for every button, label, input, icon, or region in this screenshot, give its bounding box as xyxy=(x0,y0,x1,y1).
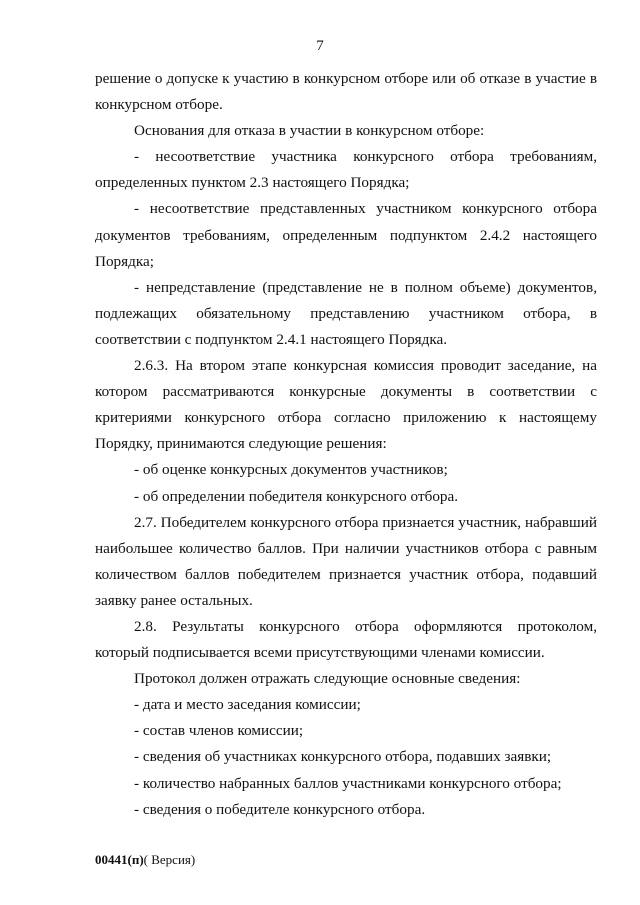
paragraph-refusal-grounds-heading: Основания для отказа в участии в конкурсном отборе: xyxy=(134,122,485,140)
paragraph-protocol-winner: - сведения о победителе конкурсного отбора. xyxy=(134,800,426,818)
paragraph-protocol-heading: Протокол должен отражать следующие основные сведения: xyxy=(134,670,521,688)
paragraph-protocol-members: - состав членов комиссии; xyxy=(134,722,304,740)
paragraph-ground-documents-mismatch: - несоответствие представленных участником конкурсного отбора документов требованиям, определенным подпунктом 2.4.2 настоящего Порядка; xyxy=(95,200,597,270)
paragraph-decision-evaluation: - об оценке конкурсных документов участников; xyxy=(134,461,448,479)
page-number: 7 xyxy=(316,38,324,54)
paragraph-admission-decision: решение о допуске к участию в конкурсном отборе или об отказе в участие в конкурсном отборе. xyxy=(95,70,597,114)
paragraph-decision-winner: - об определении победителя конкурсного отбора. xyxy=(134,487,459,505)
paragraph-protocol-participants: - сведения об участниках конкурсного отбора, подавших заявки; xyxy=(134,748,552,766)
document-version: ( Версия) xyxy=(143,852,196,867)
paragraph-2-7: 2.7. Победителем конкурсного отбора признается участник, набравший наибольшее количество баллов. При наличии участников отбора с равным количеством баллов победителем признается участник отбора, подавший заявку ранее остальных. xyxy=(95,513,597,609)
paragraph-protocol-scores: - количество набранных баллов участниками конкурсного отбора; xyxy=(134,774,562,792)
paragraph-protocol-date-place: - дата и место заседания комиссии; xyxy=(134,696,361,714)
paragraph-2-6-3: 2.6.3. На втором этапе конкурсная комиссия проводит заседание, на котором рассматриваются конкурсные документы в соответствии с критериями конкурсного отбора согласно приложению к настоящему Порядку, принимаются следующие решения: xyxy=(95,357,597,453)
paragraph-2-8: 2.8. Результаты конкурсного отбора оформляются протоколом, который подписывается всеми присутствующими членами комиссии. xyxy=(95,617,597,662)
document-body xyxy=(95,66,597,823)
document-footer xyxy=(95,852,195,868)
paragraph-ground-requirements-mismatch: - несоответствие участника конкурсного отбора требованиям, определенных пунктом 2.3 настоящего Порядка; xyxy=(95,148,597,192)
document-code: 00441(п) xyxy=(95,852,144,867)
paragraph-ground-non-submission: - непредставление (представление не в полном объеме) документов, подлежащих обязательному представлению участником отбора, в соответствии с подпунктом 2.4.1 настоящего Порядка. xyxy=(95,278,597,348)
